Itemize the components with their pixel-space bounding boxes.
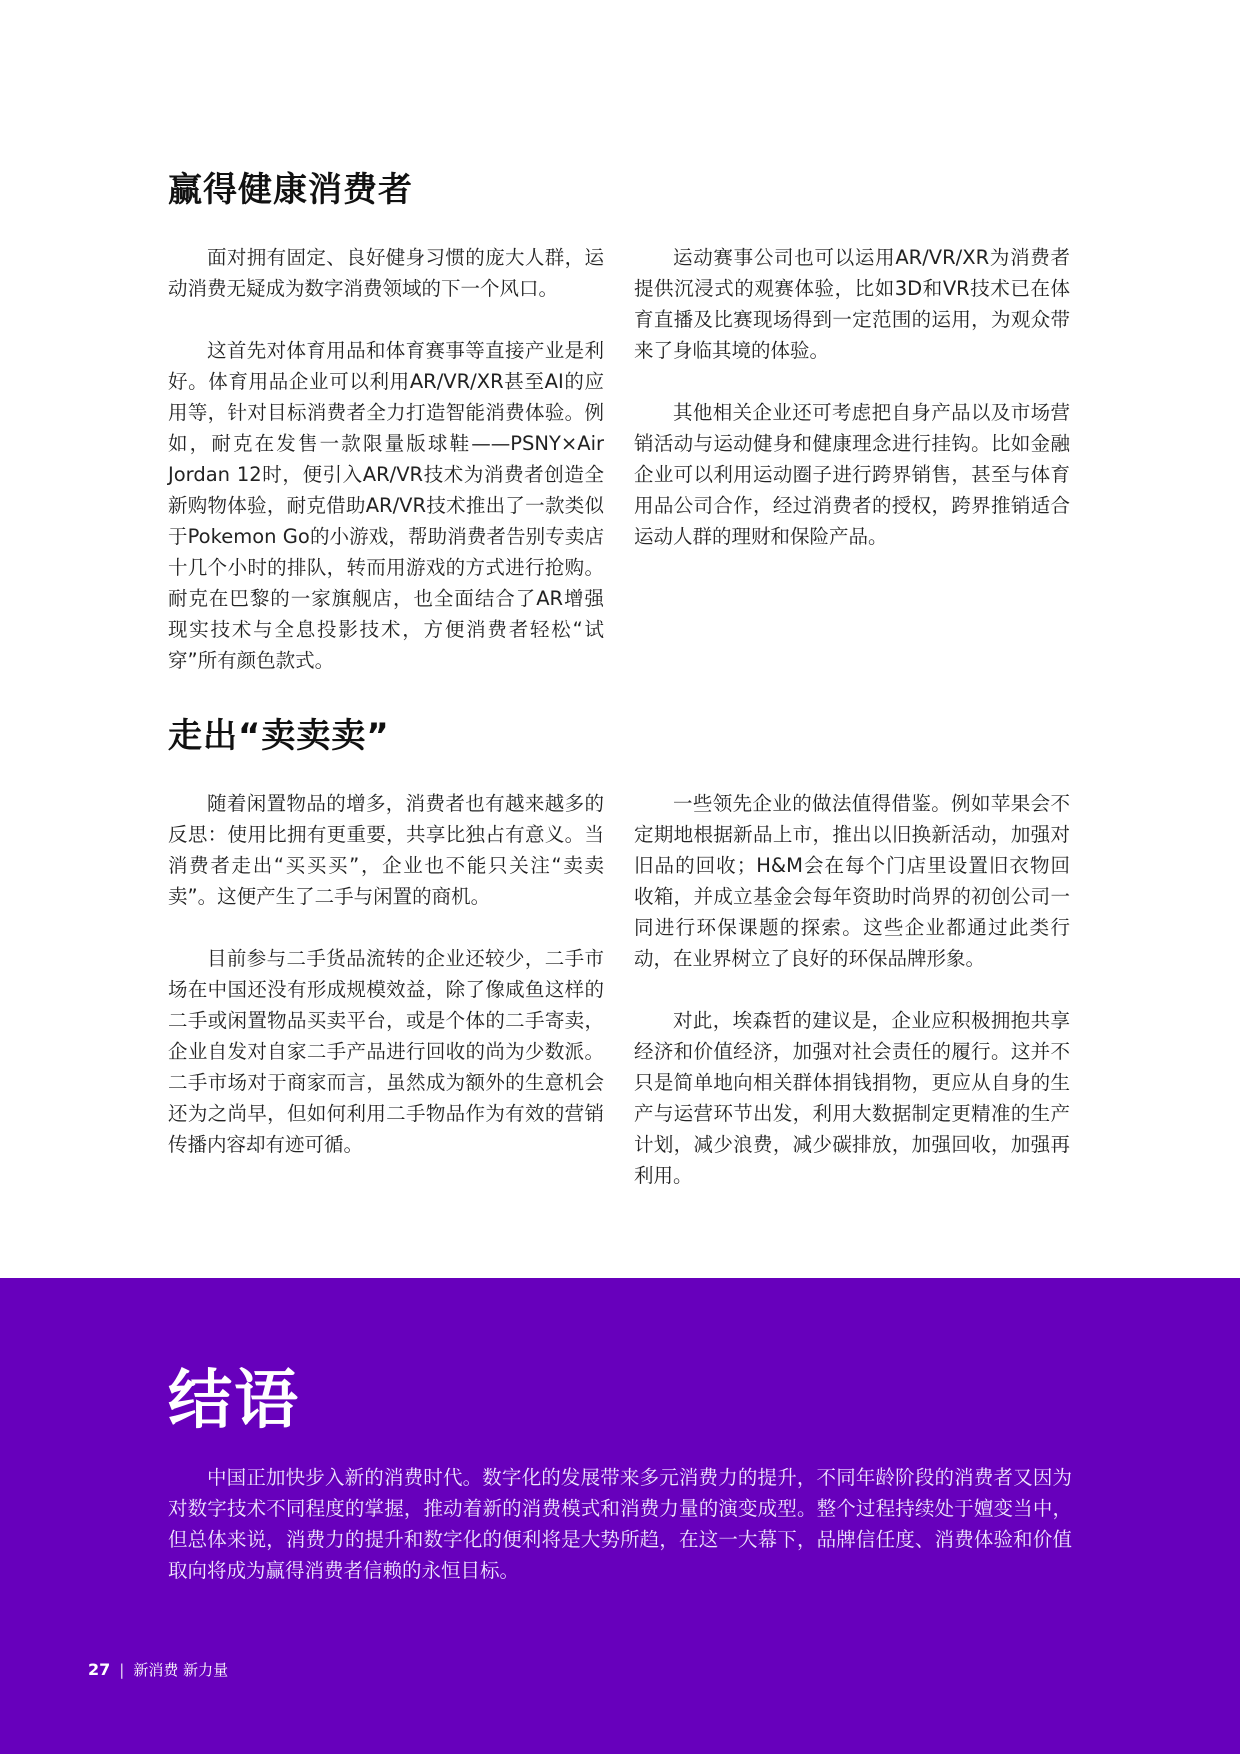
section2-right-column xyxy=(634,788,1070,1191)
section1-right-column xyxy=(634,242,1070,552)
footer-separator: | xyxy=(119,1660,125,1679)
section1-left-column xyxy=(168,242,604,676)
paragraph: 一些领先企业的做法值得借鉴。例如苹果会不定期地根据新品上市，推出以旧换新活动，加强对旧品的回收；H&M会在每个门店里设置旧衣物回收箱，并成立基金会每年资助时尚界的初创公司一同进行环保课题的探索。这些企业都通过此类行动，在业界树立了良好的环保品牌形象。 xyxy=(634,792,1070,970)
conclusion-body: 中国正加快步入新的消费时代。数字化的发展带来多元消费力的提升，不同年龄阶段的消费者又因为对数字技术不同程度的掌握，推动着新的消费模式和消费力量的演变成型。整个过程持续处于嬗变当中，但总体来说，消费力的提升和数字化的便利将是大势所趋，在这一大幕下，品牌信任度、消费体验和价值取向将成为赢得消费者信赖的永恒目标。 xyxy=(168,1466,1072,1582)
page-number: 27 xyxy=(88,1660,111,1679)
paragraph: 这首先对体育用品和体育赛事等直接产业是利好。体育用品企业可以利用AR/VR/XR甚至AI的应用等，针对目标消费者全力打造智能消费体验。例如，耐克在发售一款限量版球鞋——PSNY×Air Jordan 12时，便引入AR/VR技术为消费者创造全新购物体验，耐克借助AR/VR技术推出了一款类似于Pokemon Go的小游戏，帮助消费者告别专卖店十几个小时的排队，转而用游戏的方式进行抢购。耐克在巴黎的一家旗舰店，也全面结合了AR增强现实技术与全息投影技术，方便消费者轻松“试穿”所有颜色款式。 xyxy=(168,339,604,672)
paragraph: 运动赛事公司也可以运用AR/VR/XR为消费者提供沉浸式的观赛体验，比如3D和VR技术已在体育直播及比赛现场得到一定范围的运用，为观众带来了身临其境的体验。 xyxy=(634,246,1070,362)
conclusion-title: 结语 xyxy=(168,1364,300,1438)
paragraph: 面对拥有固定、良好健身习惯的庞大人群，运动消费无疑成为数字消费领域的下一个风口。 xyxy=(168,246,604,300)
page-footer xyxy=(88,1659,228,1680)
section-title-healthy-consumers: 赢得健康消费者 xyxy=(168,170,413,210)
paragraph: 目前参与二手货品流转的企业还较少，二手市场在中国还没有形成规模效益，除了像咸鱼这样的二手或闲置物品买卖平台，或是个体的二手寄卖，企业自发对自家二手产品进行回收的尚为少数派。二手市场对于商家而言，虽然成为额外的生意机会还为之尚早，但如何利用二手物品作为有效的营销传播内容却有迹可循。 xyxy=(168,947,604,1156)
publication-title: 新消费 新力量 xyxy=(133,1661,229,1679)
section-title-beyond-selling: 走出“卖卖卖” xyxy=(168,716,390,756)
conclusion-panel xyxy=(0,1278,1240,1754)
section2-left-column xyxy=(168,788,604,1160)
paragraph: 对此，埃森哲的建议是，企业应积极拥抱共享经济和价值经济，加强对社会责任的履行。这并不只是简单地向相关群体捐钱捐物，更应从自身的生产与运营环节出发，利用大数据制定更精准的生产计划，减少浪费，减少碳排放，加强回收，加强再利用。 xyxy=(634,1009,1070,1187)
paragraph: 随着闲置物品的增多，消费者也有越来越多的反思：使用比拥有更重要，共享比独占有意义。当消费者走出“买买买”，企业也不能只关注“卖卖卖”。这便产生了二手与闲置的商机。 xyxy=(168,792,604,908)
paragraph: 其他相关企业还可考虑把自身产品以及市场营销活动与运动健身和健康理念进行挂钩。比如金融企业可以利用运动圈子进行跨界销售，甚至与体育用品公司合作，经过消费者的授权，跨界推销适合运动人群的理财和保险产品。 xyxy=(634,401,1070,548)
